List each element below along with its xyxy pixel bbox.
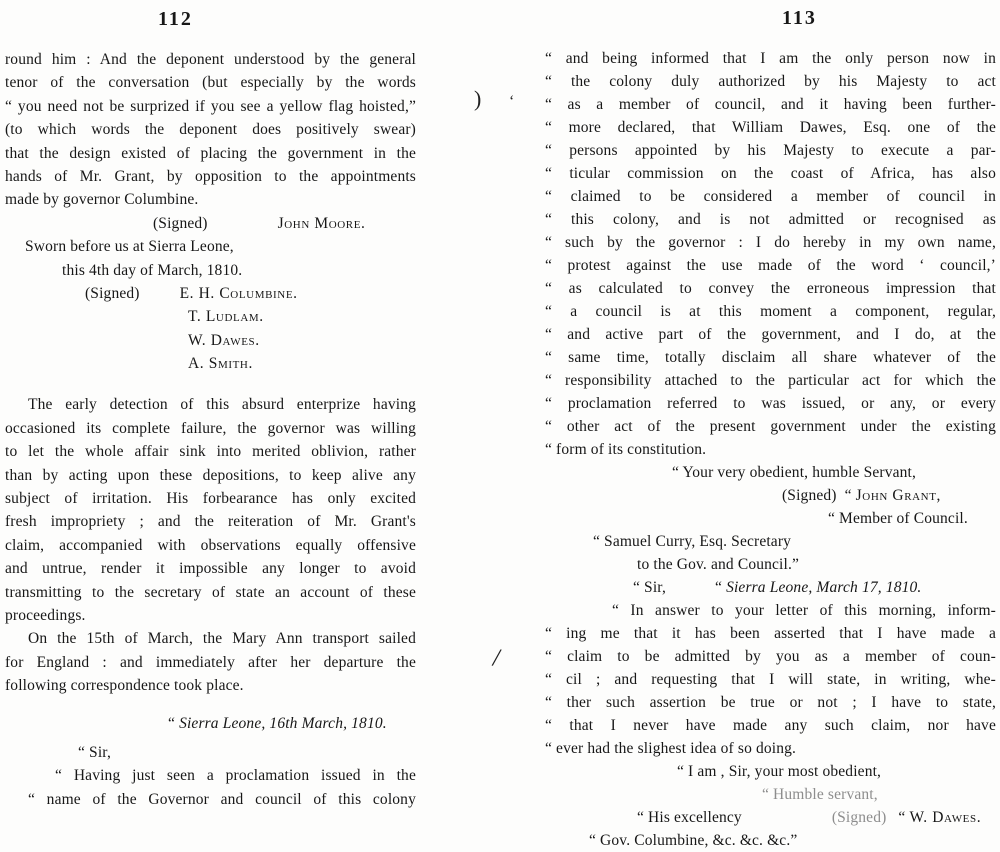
text-line xyxy=(5,393,416,416)
text-line xyxy=(5,440,416,463)
text-segment: than by acting upon these depositions, to keep alive any xyxy=(5,466,416,484)
text-line xyxy=(5,764,416,787)
text-segment: fresh impropriety ; and the reiteration of Mr. Grant's xyxy=(5,513,416,531)
text-line xyxy=(537,369,996,392)
text-line xyxy=(5,118,416,141)
text-segment: occasioned its complete failure, the governor was willing xyxy=(5,419,416,437)
text-segment: “ protest against the use made of the word ‘ council,’ xyxy=(545,257,996,274)
text-line xyxy=(537,185,996,208)
text-line xyxy=(537,530,996,553)
text-line xyxy=(5,417,416,440)
text-line xyxy=(537,599,996,622)
text-line xyxy=(537,760,996,783)
text-segment: this 4th day of March, 1810. xyxy=(62,261,243,279)
text-segment: John Moore. xyxy=(277,214,366,232)
text-segment: Sierra Leone, March 17, 1810. xyxy=(726,579,922,596)
text-segment: 112 xyxy=(158,8,193,30)
text-segment: John Grant, xyxy=(855,487,942,504)
page-number xyxy=(537,7,996,30)
text-line xyxy=(537,162,996,185)
text-line xyxy=(5,71,416,94)
text-segment: “ Sir, xyxy=(78,743,111,761)
text-line xyxy=(537,806,996,829)
text-line xyxy=(537,300,996,323)
text-segment: “ ticular commission on the coast of Africa, has also xyxy=(545,165,996,182)
text-line xyxy=(537,668,996,691)
text-segment: A. Smith. xyxy=(188,355,253,373)
text-segment: “ ing me that it has been asserted that I have made a xyxy=(545,625,996,642)
text-segment: tenor of the conversation (but especially by the words xyxy=(5,74,416,92)
text-line xyxy=(537,116,996,139)
text-segment: to the Gov. and Council.” xyxy=(637,556,800,573)
text-line xyxy=(537,277,996,300)
page-number xyxy=(5,7,416,31)
text-segment: Sworn before us at Sierra Leone, xyxy=(25,238,234,256)
text-segment: “ such by the governor : I do hereby in my own name, xyxy=(545,234,996,251)
text-line xyxy=(537,576,996,599)
text-segment: “ xyxy=(844,487,856,504)
text-line xyxy=(5,165,416,188)
text-segment: T. Ludlam. xyxy=(188,308,264,326)
text-line xyxy=(537,461,996,484)
text-line xyxy=(537,829,996,852)
text-line xyxy=(537,438,996,461)
text-line xyxy=(537,484,996,507)
text-segment: “ as a member of council, and it having been further- xyxy=(545,96,996,113)
text-line xyxy=(5,212,416,235)
text-line xyxy=(5,510,416,533)
text-line xyxy=(537,254,996,277)
text-line xyxy=(5,604,416,627)
text-line xyxy=(537,70,996,93)
text-segment: “ Having just seen a proclamation issued in the xyxy=(55,767,416,785)
text-segment: following correspondence took place. xyxy=(5,677,244,695)
text-segment: “ more declared, that William Dawes, Esq. one of the xyxy=(545,119,996,136)
text-segment: “ cil ; and requesting that I will state, in writing, whe- xyxy=(545,671,996,688)
text-segment: “ In answer to your letter of this morning, inform- xyxy=(612,602,996,619)
text-line xyxy=(537,737,996,760)
text-line xyxy=(5,188,416,211)
text-segment: “ the colony duly authorized by his Majesty to act xyxy=(545,73,996,90)
text-segment: “ claim to be admitted by you as a member of coun- xyxy=(545,648,996,665)
text-line xyxy=(537,622,996,645)
text-segment: “ same time, totally disclaim all share whatever of the xyxy=(545,349,996,366)
text-line xyxy=(537,139,996,162)
scan-artifact-mark: / xyxy=(490,642,503,673)
text-segment: (Signed) xyxy=(153,214,208,232)
text-line xyxy=(5,352,416,375)
text-segment: “ claimed to be considered a member of council in xyxy=(545,188,996,205)
text-segment: “ proclamation referred to was issued, or any, or every xyxy=(545,395,996,412)
text-segment: “ as calculated to convey the erroneous impression that xyxy=(545,280,996,297)
text-segment: “ I am , Sir, your most obedient, xyxy=(677,763,882,780)
text-line xyxy=(537,691,996,714)
text-line xyxy=(5,305,416,328)
text-line xyxy=(5,48,416,71)
text-segment: “ other act of the present government under the existing xyxy=(545,418,996,435)
text-segment: “ a council is at this moment a component, regular, xyxy=(545,303,996,320)
text-line xyxy=(5,741,416,764)
text-segment: The early detection of this absurd enterprize having xyxy=(28,396,416,414)
text-segment: Sierra Leone, 16th March, 1810. xyxy=(179,714,387,732)
text-segment: W. Dawes. xyxy=(909,809,982,826)
text-segment: “ Samuel Curry, Esq. Secretary xyxy=(593,533,792,550)
text-line xyxy=(5,464,416,487)
text-line xyxy=(537,93,996,116)
text-segment: made by governor Columbine. xyxy=(5,191,199,209)
text-line xyxy=(5,557,416,580)
text-segment: transmitting to the secretary of state an account of these xyxy=(5,583,416,601)
text-segment: “ you need not be surprized if you see a yellow flag hoisted,” xyxy=(5,97,416,115)
text-segment: “ responsibility attached to the particular act for which the xyxy=(545,372,996,389)
text-line xyxy=(5,259,416,282)
text-line xyxy=(5,329,416,352)
text-segment: “ xyxy=(168,714,180,732)
scan-artifact-mark: ) xyxy=(474,86,482,111)
text-segment: E. H. Columbine. xyxy=(179,284,298,302)
text-line xyxy=(5,712,416,735)
text-segment: “ xyxy=(715,579,727,596)
text-segment: hands of Mr. Grant, by opposition to the appointments xyxy=(5,167,416,185)
text-segment: W. Dawes. xyxy=(188,331,260,349)
text-line xyxy=(5,142,416,165)
text-segment: “ this colony, and is not admitted or recognised as xyxy=(545,211,996,228)
text-segment: proceedings. xyxy=(5,606,86,624)
text-line xyxy=(537,47,996,70)
text-segment: “ xyxy=(898,809,910,826)
text-line xyxy=(537,323,996,346)
text-segment: “ ever had the slighest idea of so doing. xyxy=(545,740,797,757)
text-line xyxy=(537,415,996,438)
text-line xyxy=(537,392,996,415)
text-line xyxy=(5,651,416,674)
text-segment: On the 15th of March, the Mary Ann transport sailed xyxy=(28,630,416,648)
text-segment: claim, accompanied with observations equally offensive xyxy=(5,536,416,554)
text-line xyxy=(5,581,416,604)
text-segment: (to which words the deponent does positively swear) xyxy=(5,121,416,139)
text-line xyxy=(537,553,996,576)
text-line xyxy=(537,783,996,806)
text-segment: “ that I never have made any such claim, nor have xyxy=(545,717,996,734)
text-line xyxy=(5,534,416,557)
text-line xyxy=(5,235,416,258)
text-line xyxy=(537,346,996,369)
scan-artifact-mark: ʻ xyxy=(509,93,515,110)
text-segment: “ Humble servant, xyxy=(762,786,878,803)
text-segment: and untrue, render it impossible any longer to avoid xyxy=(5,560,416,578)
text-segment: to let the whole affair sink into merited oblivion, rather xyxy=(5,443,416,461)
text-segment: (Signed) xyxy=(831,809,887,826)
text-segment: “ and being informed that I am the only person now in xyxy=(545,50,996,67)
text-segment: “ persons appointed by his Majesty to execute a par- xyxy=(545,142,996,159)
text-segment: “ and active part of the government, and I do, at the xyxy=(545,326,996,343)
text-segment: “ Sir, xyxy=(633,579,666,596)
text-line xyxy=(537,507,996,530)
text-segment: 113 xyxy=(782,7,817,29)
text-segment: round him : And the deponent understood by the general xyxy=(5,51,416,68)
text-line xyxy=(5,282,416,305)
text-segment: (Signed) xyxy=(782,487,837,504)
text-line xyxy=(537,208,996,231)
text-segment: “ ther such assertion be true or not ; I have to state, xyxy=(545,694,996,711)
text-segment: “ Member of Council. xyxy=(828,510,968,527)
text-segment: “ His excellency xyxy=(637,809,742,826)
book-page-left xyxy=(5,0,416,811)
text-line xyxy=(5,487,416,510)
text-segment: “ name of the Governor and council of this colony xyxy=(28,790,416,808)
text-segment: “ Your very obedient, humble Servant, xyxy=(672,464,917,481)
text-segment: that the design existed of placing the government in the xyxy=(5,144,416,162)
text-line xyxy=(5,674,416,697)
text-segment: subject of irritation. His forbearance has only excited xyxy=(5,490,416,508)
text-line xyxy=(537,714,996,737)
book-page-right xyxy=(537,0,996,852)
text-line xyxy=(537,231,996,254)
text-segment: “ Gov. Columbine, &c. &c. &c.” xyxy=(589,832,798,849)
text-line xyxy=(5,95,416,118)
text-segment: “ form of its constitution. xyxy=(545,441,707,458)
text-line xyxy=(5,627,416,650)
text-line xyxy=(5,788,416,811)
text-line xyxy=(537,645,996,668)
text-segment: for England : and immediately after her departure the xyxy=(5,653,416,671)
text-segment: (Signed) xyxy=(85,284,140,302)
